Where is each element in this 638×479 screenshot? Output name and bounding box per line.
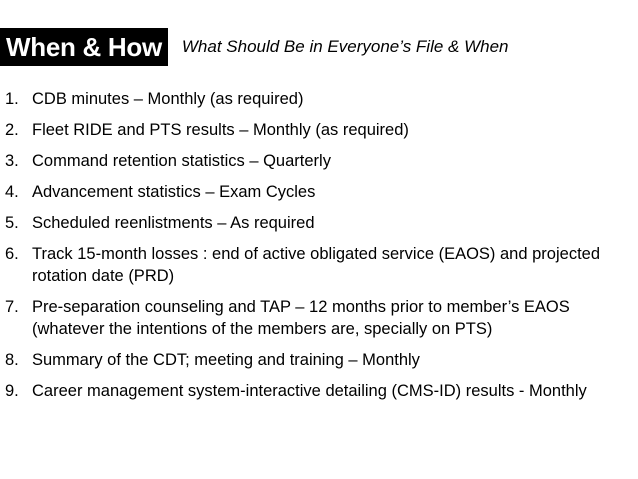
list-item-number: 6. [5,245,19,263]
list-item-text: Scheduled reenlistments – As required [32,214,315,232]
list-item-number: 7. [5,298,19,316]
list-item [5,88,633,110]
list-item [5,119,633,141]
list-item [5,150,633,172]
list-item [5,296,633,340]
list-item-number: 9. [5,382,19,400]
list-item [5,349,633,371]
list-item-number: 1. [5,90,19,108]
list-item-text: Fleet RIDE and PTS results – Monthly (as required) [32,121,409,139]
list-item-text: Command retention statistics – Quarterly [32,152,331,170]
slide-title: When & How [0,28,168,66]
list-item [5,181,633,203]
list-item-number: 5. [5,214,19,232]
list-item-text: CDB minutes – Monthly (as required) [32,90,304,108]
list-item [5,380,633,402]
slide-subtitle: What Should Be in Everyone’s File & When [181,37,509,56]
list-item-text: Career management system-interactive detailing (CMS-ID) results - Monthly [32,382,587,400]
list-item-number: 2. [5,121,19,139]
list-item-text: Track 15-month losses : end of active obligated service (EAOS) and projected rotation date (PRD) [32,245,601,285]
list-item-text: Summary of the CDT; meeting and training – Monthly [32,351,420,369]
list-item-number: 4. [5,183,19,201]
list-item-number: 8. [5,351,19,369]
list-item-text: Pre-separation counseling and TAP – 12 months prior to member’s EAOS (whatever the intentions of the members are, specially on PTS) [32,298,570,338]
list-item-text: Advancement statistics – Exam Cycles [32,183,316,201]
list-item-number: 3. [5,152,19,170]
numbered-list [5,88,633,411]
slide-header [0,28,509,66]
list-item [5,212,633,234]
list-item [5,243,633,287]
